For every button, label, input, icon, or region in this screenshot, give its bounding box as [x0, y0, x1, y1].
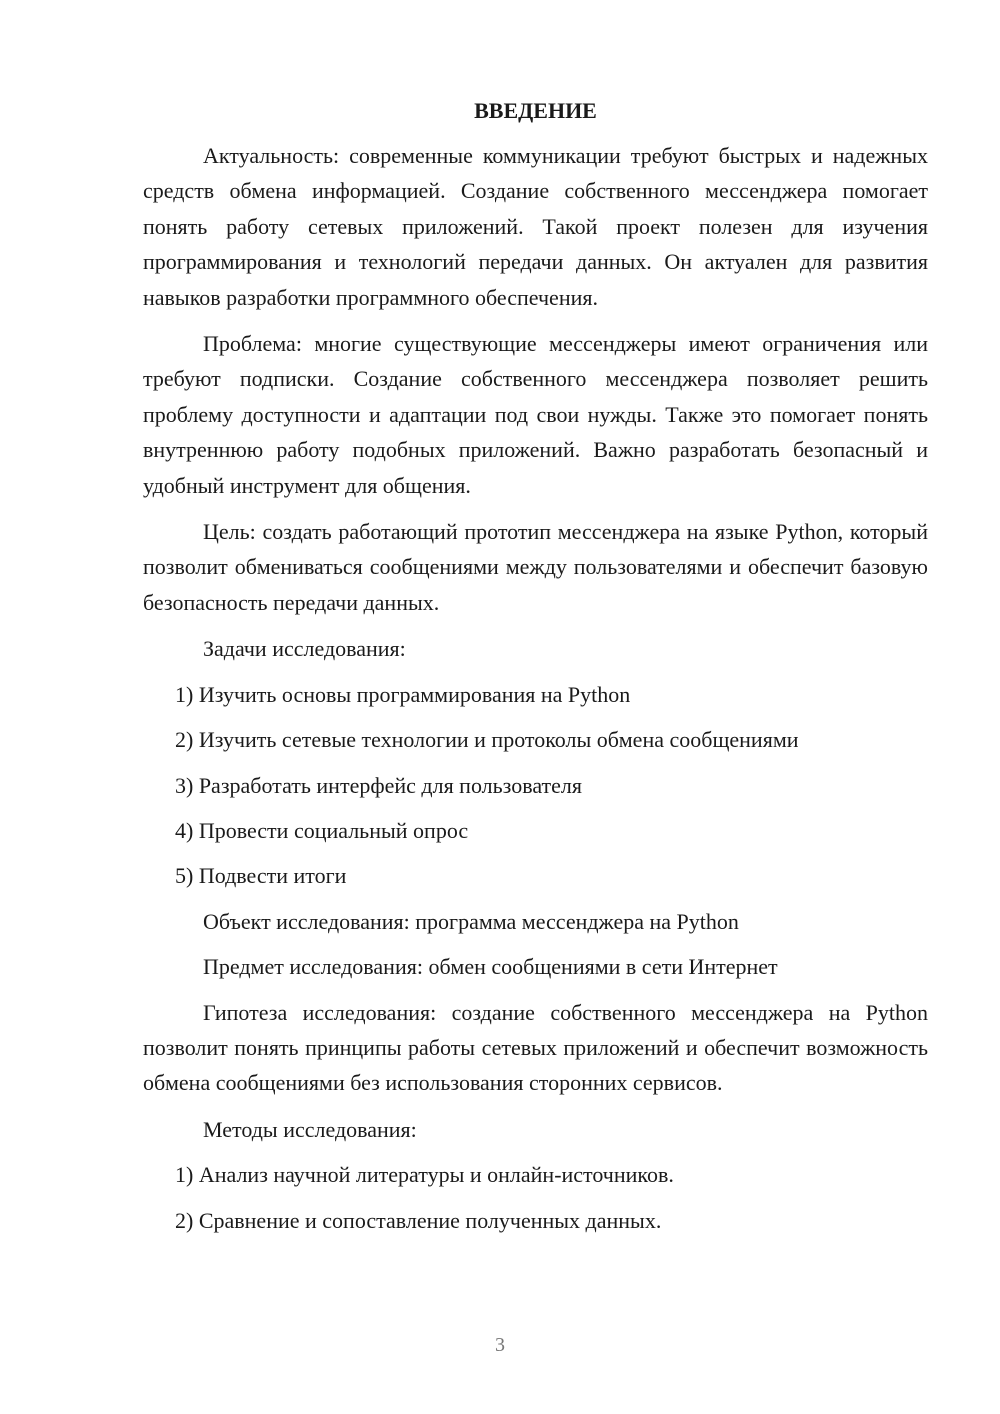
hypothesis-paragraph: Гипотеза исследования: создание собственного мессенджера на Python позволит понять принципы работы сетевых приложений и обеспечит возможность обмена сообщениями без использования сторонних сервисов.	[143, 999, 928, 1096]
list-item: 4) Провести социальный опрос	[175, 817, 469, 843]
methods-heading: Методы исследования:	[203, 1116, 417, 1142]
list-item: 3) Разработать интерфейс для пользователя	[175, 772, 583, 798]
methods-list	[143, 1157, 928, 1238]
tasks-list	[143, 677, 928, 894]
list-item: 1) Изучить основы программирования на Python	[175, 681, 631, 707]
document-page	[143, 94, 928, 1248]
subject-paragraph: Предмет исследования: обмен сообщениями в сети Интернет	[203, 954, 778, 980]
relevance-paragraph: Актуальность: современные коммуникации требуют быстрых и надежных средств обмена информацией. Создание собственного мессенджера помогает понять работу сетевых приложений. Такой проект полезен для изучения программирования и технологий передачи данных. Он актуален для развития навыков разработки программного обеспечения.	[143, 143, 928, 310]
page-number: 3	[495, 1334, 505, 1356]
section-title: ВВЕДЕНИЕ	[474, 98, 597, 123]
list-item: 2) Изучить сетевые технологии и протоколы обмена сообщениями	[175, 727, 799, 753]
goal-paragraph: Цель: создать работающий прототип мессенджера на языке Python, который позволит обмениваться сообщениями между пользователями и обеспечит базовую безопасность передачи данных.	[143, 519, 928, 615]
problem-paragraph: Проблема: многие существующие мессенджеры имеют ограничения или требуют подписки. Создание собственного мессенджера позволяет решить проблему доступности и адаптации под свои нужды. Также это помогает понять внутреннюю работу подобных приложений. Важно разработать безопасный и удобный инструмент для общения.	[143, 331, 928, 498]
list-item: 5) Подвести итоги	[175, 863, 347, 889]
list-item: 1) Анализ научной литературы и онлайн-источников.	[175, 1162, 674, 1188]
tasks-heading: Задачи исследования:	[203, 636, 406, 662]
object-paragraph: Объект исследования: программа мессенджера на Python	[203, 908, 739, 934]
list-item: 2) Сравнение и сопоставление полученных данных.	[175, 1207, 662, 1233]
